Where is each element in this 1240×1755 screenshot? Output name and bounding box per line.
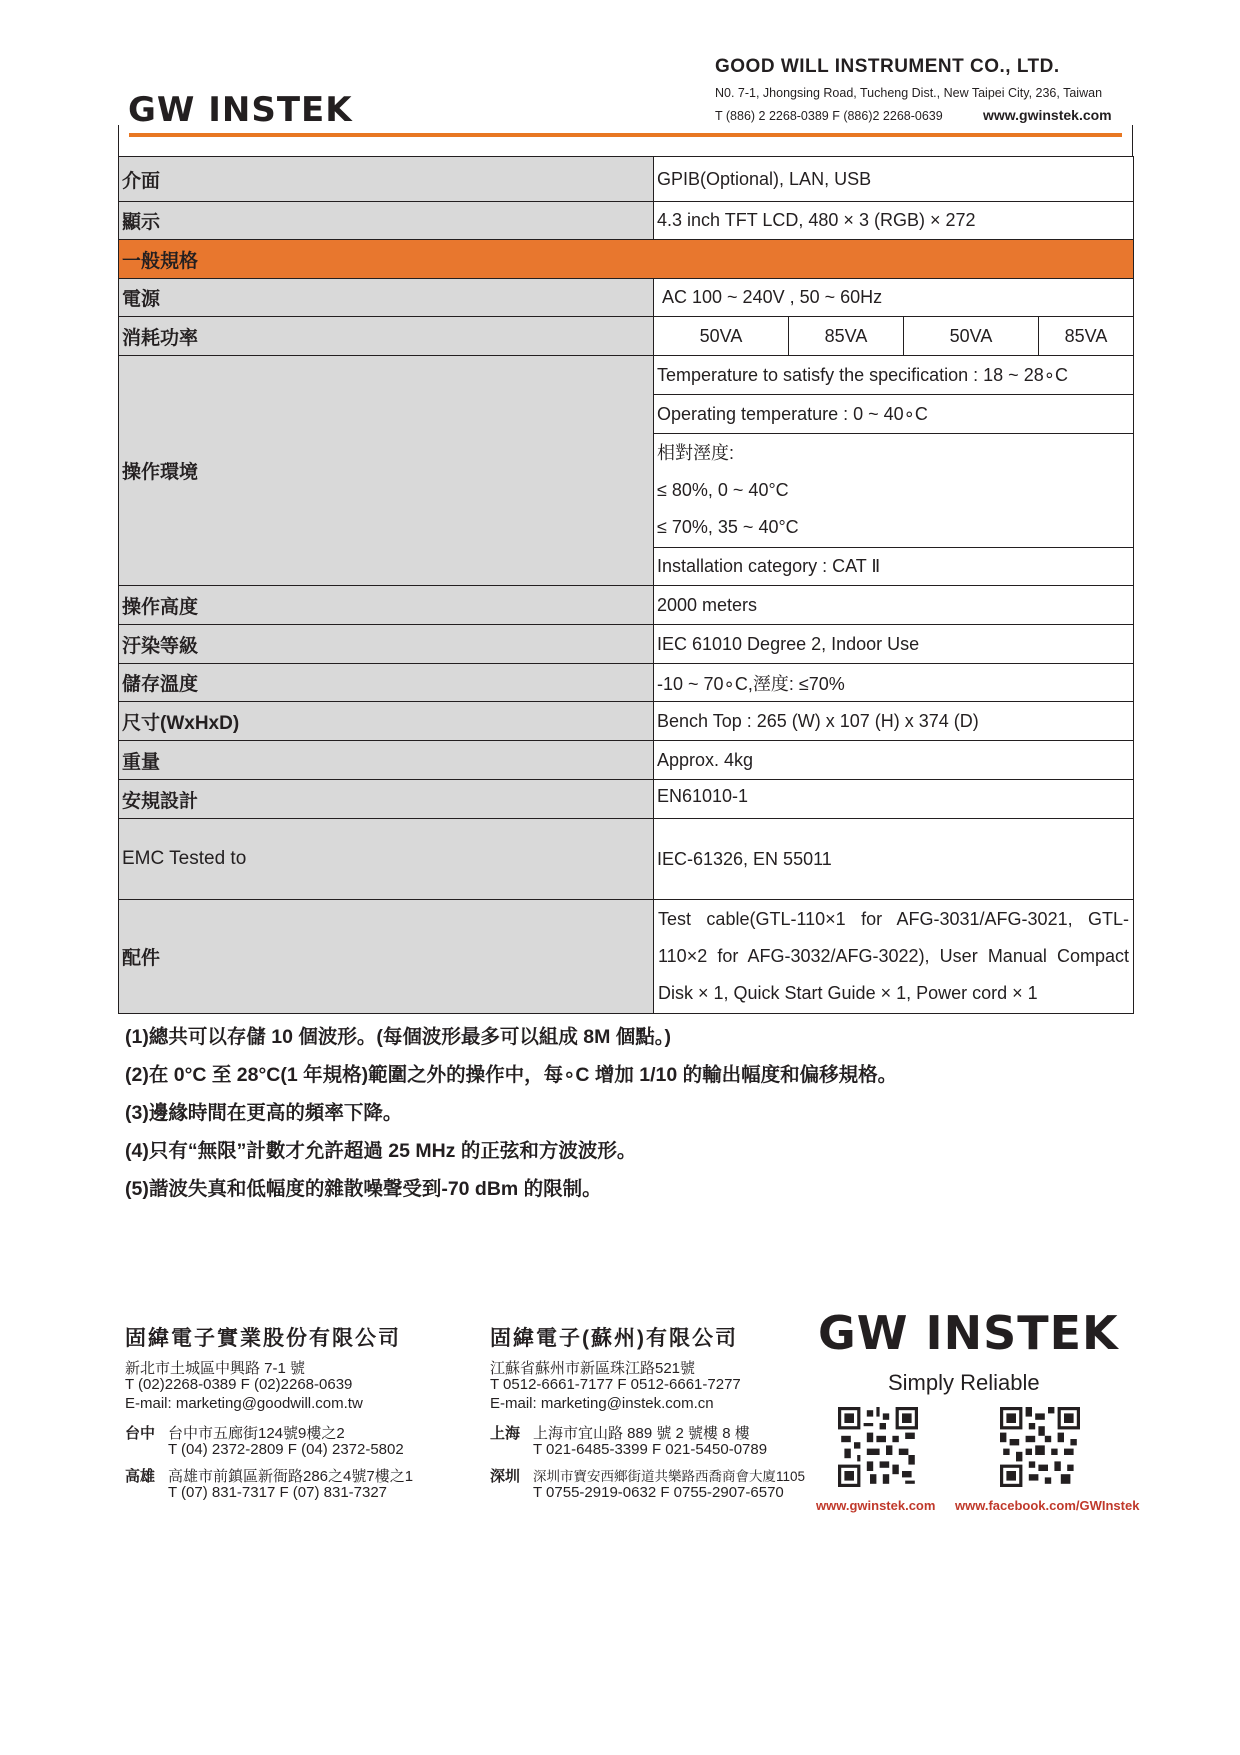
suzhou-email[interactable]: E-mail: marketing@instek.com.cn: [490, 1395, 714, 1412]
kaohsiung-address: 高雄市前鎮區新衙路286之4號7樓之1: [168, 1468, 414, 1485]
weight-value: Approx. 4kg: [654, 741, 1134, 780]
shanghai-tel: T 021-6485-3399 F 021-5450-0789: [533, 1441, 768, 1458]
taichung-tel: T (04) 2372-2809 F (04) 2372-5802: [168, 1441, 404, 1458]
dimensions-value: Bench Top : 265 (W) x 107 (H) x 374 (D): [654, 702, 1134, 741]
power-label: 電源: [119, 279, 654, 317]
emc-value: IEC-61326, EN 55011: [654, 819, 1134, 900]
suzhou-tel: T 0512-6661-7177 F 0512-6661-7277: [490, 1376, 741, 1393]
display-label: 顯示: [119, 202, 654, 240]
weight-label: 重量: [119, 741, 654, 780]
table-row: [119, 157, 1134, 202]
env-humidity-title: 相對溼度:: [657, 443, 735, 463]
shanghai-label: 上海: [490, 1425, 521, 1442]
header-divider: [129, 133, 1122, 137]
table-row: [119, 356, 1134, 395]
accessories-value: Test cable(GTL-110×1 for AFG-3031/AFG-3021, GTL-110×2 for AFG-3032/AFG-3022), User Manual Compact Disk × 1, Quick Start Guide × 1, Power cord × 1: [654, 900, 1134, 1014]
dimensions-label: 尺寸(WxHxD): [119, 702, 654, 741]
storage-value: -10 ~ 70∘C,溼度: ≤70%: [654, 664, 1134, 702]
footnote: (5)諧波失真和低幅度的雜散噪聲受到-70 dBm 的限制。: [125, 1178, 602, 1200]
suzhou-address: 江蘇省蘇州市新區珠江路521號: [490, 1360, 696, 1377]
storage-label: 儲存溫度: [119, 664, 654, 702]
taiwan-tel: T (02)2268-0389 F (02)2268-0639: [125, 1376, 353, 1393]
footnote: (2)在 0°C 至 28°C(1 年規格)範圍之外的操作中，每∘C 增加 1/10 的輸出幅度和偏移規格。: [125, 1064, 898, 1086]
shenzhen-label: 深圳: [490, 1468, 521, 1485]
safety-label: 安規設計: [119, 780, 654, 819]
env-humidity-1: ≤ 80%, 0 ~ 40°C: [657, 480, 789, 500]
env-install-category: Installation category : CAT Ⅱ: [654, 548, 1134, 586]
taiwan-address: 新北市土城區中興路 7-1 號: [125, 1360, 306, 1377]
table-row: [119, 279, 1134, 317]
table-row: [119, 741, 1134, 780]
shenzhen-tel: T 0755-2919-0632 F 0755-2907-6570: [533, 1484, 784, 1501]
company-address: N0. 7-1, Jhongsing Road, Tucheng Dist., New Taipei City, 236, Taiwan: [715, 86, 1103, 100]
suzhou-company-name: 固緯電子(蘇州)有限公司: [490, 1327, 738, 1350]
power-value: AC 100 ~ 240V , 50 ~ 60Hz: [654, 279, 1134, 317]
safety-value: EN61010-1: [654, 780, 1134, 819]
table-row: [119, 202, 1134, 240]
taichung-address: 台中市五廊街124號9樓之2: [168, 1425, 345, 1442]
footnote: (3)邊緣時間在更高的頻率下降。: [125, 1102, 403, 1124]
header-logo: [128, 90, 353, 130]
facebook-qr-code-icon[interactable]: [1000, 1407, 1080, 1487]
table-row: [119, 664, 1134, 702]
table-row: [119, 586, 1134, 625]
taiwan-company-name: 固緯電子實業股份有限公司: [125, 1327, 401, 1350]
pollution-label: 汙染等級: [119, 625, 654, 664]
shenzhen-address: 深圳市寶安西鄉街道共樂路西喬商會大廈1105: [533, 1469, 806, 1484]
interface-value: GPIB(Optional), LAN, USB: [654, 157, 1134, 202]
env-operating-temp: Operating temperature : 0 ~ 40∘C: [654, 395, 1134, 434]
consumption-label: 消耗功率: [119, 317, 654, 356]
table-row: [119, 625, 1134, 664]
spec-table: [118, 156, 1134, 1014]
footer-website-link[interactable]: www.gwinstek.com: [816, 1498, 936, 1513]
table-right-rule: [1132, 125, 1133, 156]
interface-label: 介面: [119, 157, 654, 202]
consumption-value: 85VA: [789, 317, 904, 356]
consumption-value: 85VA: [1039, 317, 1134, 356]
table-row: [119, 819, 1134, 900]
table-left-rule: [118, 125, 119, 156]
kaohsiung-label: 高雄: [125, 1468, 156, 1485]
footnote: (4)只有“無限”計數才允許超過 25 MHz 的正弦和方波波形。: [125, 1140, 637, 1162]
kaohsiung-tel: T (07) 831-7317 F (07) 831-7327: [168, 1484, 388, 1501]
env-humidity-2: ≤ 70%, 35 ~ 40°C: [657, 517, 799, 537]
table-row: [119, 900, 1134, 1014]
emc-label: EMC Tested to: [119, 819, 654, 900]
website-qr-code-icon[interactable]: [838, 1407, 918, 1487]
table-row: [119, 702, 1134, 741]
altitude-value: 2000 meters: [654, 586, 1134, 625]
env-label: 操作環境: [119, 356, 654, 586]
shanghai-address: 上海市宜山路 889 號 2 號樓 8 樓: [533, 1425, 750, 1442]
header-logo-text: GW INSTEK: [128, 90, 353, 130]
footnotes: [125, 1018, 897, 1208]
env-humidity: [654, 434, 1134, 548]
footer-logo-text: GW INSTEK: [818, 1306, 1119, 1360]
consumption-value: 50VA: [654, 317, 789, 356]
accessories-label: 配件: [119, 900, 654, 1014]
altitude-label: 操作高度: [119, 586, 654, 625]
display-value: 4.3 inch TFT LCD, 480 × 3 (RGB) × 272: [654, 202, 1134, 240]
general-spec-section: 一般規格: [119, 240, 1134, 279]
taiwan-email[interactable]: E-mail: marketing@goodwill.com.tw: [125, 1395, 363, 1412]
footnote: (1)總共可以存儲 10 個波形。(每個波形最多可以組成 8M 個點。): [125, 1026, 672, 1048]
table-row: [119, 780, 1134, 819]
company-tel-fax: T (886) 2 2268-0389 F (886)2 2268-0639: [715, 109, 943, 123]
company-name: GOOD WILL INSTRUMENT CO., LTD.: [715, 56, 1060, 77]
pollution-value: IEC 61010 Degree 2, Indoor Use: [654, 625, 1134, 664]
table-row: [119, 317, 1134, 356]
footer-facebook-link[interactable]: www.facebook.com/GWInstek: [955, 1498, 1140, 1513]
company-website[interactable]: www.gwinstek.com: [983, 107, 1112, 123]
consumption-value: 50VA: [904, 317, 1039, 356]
taichung-label: 台中: [125, 1425, 156, 1442]
env-temp-spec: Temperature to satisfy the specification : 18 ~ 28∘C: [654, 356, 1134, 395]
slogan: Simply Reliable: [888, 1370, 1040, 1395]
section-header: [119, 240, 1134, 279]
footer-logo: [818, 1306, 1119, 1360]
